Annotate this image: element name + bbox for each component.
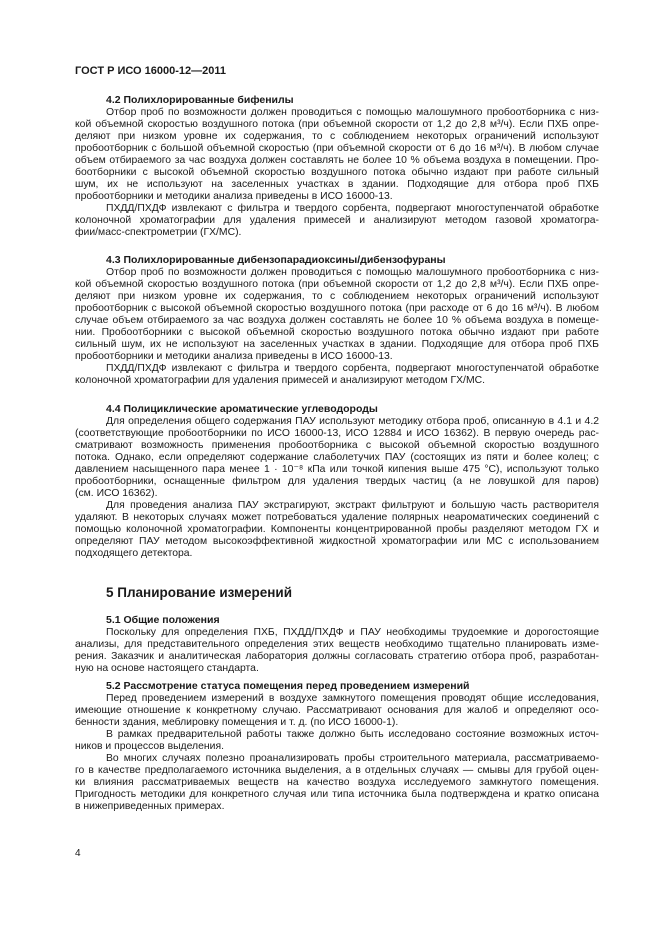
text-line: Перед проведением измерений в воздухе замкнутого помещения проводят общие исследования, <box>106 693 599 704</box>
text-line: (см. ИСО 16362). <box>75 488 158 499</box>
text-line: ников и процессов выделения. <box>75 741 224 752</box>
text-line: рения. Заказчик и аналитическая лаборатория должны согласовать стратегию отбора проб, разработан- <box>75 651 599 662</box>
text-line: помощью колоночной хроматографии. Компоненты концентрированной пробы разделяют методом ГХ и <box>75 524 599 535</box>
text-line: ки влияния рассматриваемых веществ на качество воздуха исследуемого замкнутого помещения. <box>75 777 599 788</box>
subsection-heading: 4.3 Полихлорированные дибензопарадиоксины/дибензофураны <box>106 254 446 266</box>
text-line: объем отбираемого за час воздуха должен составлять не более 10 % объема воздуха в помещении. Про- <box>75 155 599 166</box>
text-line: бенности здания, меблировку помещения и т. д. (по ИСО 16000-1). <box>75 717 399 728</box>
document-page <box>75 64 599 813</box>
text-line: нии. Пробоотборники с высокой объемной скоростью воздушного потока обычно издают при работе <box>75 327 599 338</box>
paragraph <box>75 729 599 753</box>
paragraph <box>75 107 599 203</box>
text-line: Поскольку для определения ПХБ, ПХДД/ПХДФ и ПАУ необходимы трудоемкие и дорогостоящие <box>106 627 599 638</box>
text-line: пробоотборники и методики анализа приведены в ИСО 16000-13. <box>75 191 393 202</box>
text-line: пробоотборник с высокой объемной скоростью воздушного потока (при расходе от 6 до 16 м³/ч). В любом <box>75 303 599 314</box>
text-line: шум, их не используют на заселенных участках в здании. Подходящие для отбора проб ПХБ <box>75 179 599 190</box>
text-line: удаляют. В некоторых случаях может потребоваться удаление полярных неароматических соединений с <box>75 512 599 523</box>
text-line: анализы, для представительного определения этих веществ необходимо тщательно планировать изме- <box>75 639 599 650</box>
text-line: ную на основе настоящего стандарта. <box>75 663 259 674</box>
paragraph <box>75 363 599 387</box>
text-line: пробоотборник с большой объемной скоростью (при объемной скорости от 6 до 16 м³/ч). В любом случае <box>75 143 599 154</box>
text-line: Для проведения анализа ПАУ экстрагируют, экстракт фильтруют и большую часть растворителя <box>106 500 599 511</box>
text-line: кой объемной скоростью воздушного потока (при объемной скорости от 1,2 до 2,8 м³/ч). Если ПХБ опре- <box>75 279 599 290</box>
document-body <box>75 94 599 813</box>
text-line: сильный шум, их не используют на заселенных участках в здании. Подходящие для отбора проб ПХБ <box>75 339 599 350</box>
text-line: колоночной хроматографии для удаления примесей и анализируют методом газовой хроматогра- <box>75 215 599 226</box>
text-line: давлением насыщенного пара менее 1 · 10⁻⁸ кПа или точкой кипения выше 475 °С), используют только <box>75 464 599 475</box>
paragraph <box>75 203 599 239</box>
text-line: имеющие отношение к конкретному случаю. Рассматривают основания для жалоб и определяют осо- <box>75 705 599 716</box>
text-line: определяют ПАУ методом высокоэффективной жидкостной хроматографии или МС с использованием <box>75 536 599 547</box>
text-line: боотборники с высокой объемной скоростью воздушного потока обычно издают при работе сильный <box>75 167 599 178</box>
subsection-heading: 4.2 Полихлорированные бифенилы <box>106 94 294 106</box>
paragraph <box>75 693 599 729</box>
subsection-heading: 4.4 Полициклические ароматические углеводороды <box>106 403 378 415</box>
text-line: случае объем отбираемого за час воздуха должен составлять не более 10 % объема воздуха в помеще- <box>75 315 599 326</box>
text-line: пробоотборники, оснащенные фильтром для удаления твердых частиц (а не ловушкой для паров) <box>75 476 599 487</box>
text-line: Для определения общего содержания ПАУ используют методику отбора проб, описанную в 4.1 и 4.2 <box>106 416 599 427</box>
subsection-heading: 5.1 Общие положения <box>106 614 220 626</box>
text-line: сматривают возможность применения пробоотборника с высокой объемной скоростью воздушного <box>75 440 599 451</box>
text-line: ПХДД/ПХДФ извлекают с фильтра и твердого сорбента, подвергают многоступенчатой обработке <box>106 363 599 374</box>
text-line: в нижеприведенных примерах. <box>75 801 225 812</box>
text-line: Во многих случаях полезно проанализировать пробы строительного материала, рассматриваемо- <box>106 753 599 764</box>
paragraph <box>75 753 599 813</box>
text-line: Отбор проб по возможности должен проводиться с помощью малошумного пробоотборника с низ- <box>106 267 599 278</box>
text-line: потока. Однако, если определяют содержание слаболетучих ПАУ (состоящих из пяти и более колец; с <box>75 452 599 463</box>
page-number: 4 <box>75 848 81 859</box>
paragraph <box>75 627 599 675</box>
section-heading: 5 Планирование измерений <box>106 585 293 600</box>
text-line: го в качестве предполагаемого источника выделения, а в отдельных случаях — смывы для грубой оцен- <box>75 765 599 776</box>
paragraph <box>75 500 599 560</box>
text-line: пробоотборники и методики анализа приведены в ИСО 16000-13. <box>75 351 393 362</box>
document-header: ГОСТ Р ИСО 16000-12—2011 <box>75 65 227 77</box>
text-line: Отбор проб по возможности должен проводиться с помощью малошумного пробоотборника с низ- <box>106 107 599 118</box>
text-line: (соответствующие пробоотборники по ИСО 16000-13, ИСО 12884 и ИСО 16362). В первую очередь рас- <box>75 428 599 439</box>
text-line: Пригодность методики для конкретного случая или типа источника была подтверждена и кратко описана <box>75 789 599 800</box>
text-line: деляют при низком уровне их содержания, то с соблюдением некоторых ограничений используют <box>75 291 599 302</box>
text-line: ПХДД/ПХДФ извлекают с фильтра и твердого сорбента, подвергают многоступенчатой обработке <box>106 203 599 214</box>
text-line: фии/масс-спектрометрии (ГХ/МС). <box>75 227 242 238</box>
paragraph <box>75 416 599 500</box>
text-line: В рамках предварительной работы также должно быть исследовано состояние возможных источ- <box>106 729 599 740</box>
text-line: деляют при низком уровне их содержания, то с соблюдением некоторых ограничений используют <box>75 131 599 142</box>
text-line: кой объемной скоростью воздушного потока (при объемной скорости от 1,2 до 2,8 м³/ч). Если ПХБ опре- <box>75 119 599 130</box>
paragraph <box>75 267 599 363</box>
subsection-heading: 5.2 Рассмотрение статуса помещения перед проведением измерений <box>106 680 470 692</box>
text-line: колоночной хроматографии для удаления примесей и анализируют методом ГХ/МС. <box>75 375 485 386</box>
text-line: подходящего детектора. <box>75 548 193 559</box>
